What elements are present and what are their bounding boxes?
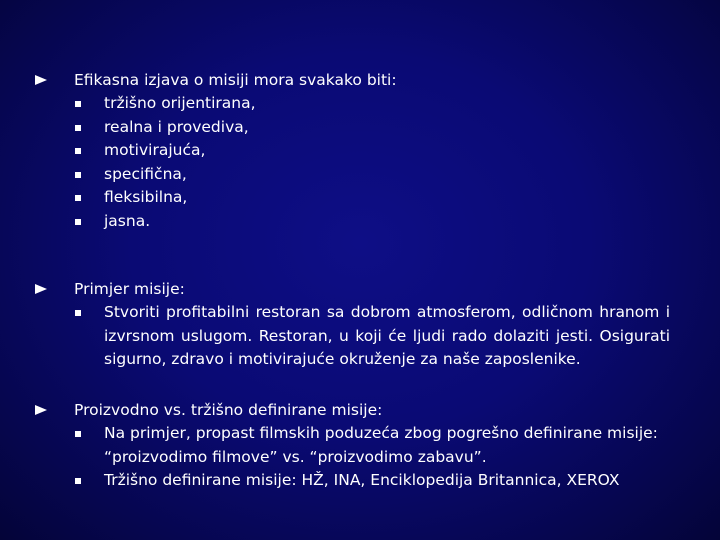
sub-bullet-item (0, 139, 670, 163)
sub-bullet-item (0, 163, 670, 187)
square-bullet-icon (74, 163, 84, 187)
sub-bullet-item (0, 210, 670, 234)
square-bullet-icon (74, 210, 84, 234)
main-bullet-line (0, 68, 720, 92)
sub-bullet-text: tržišno orijentirana, (104, 94, 256, 112)
sub-bullet-text: specifična, (104, 164, 187, 183)
main-bullet-line (0, 398, 720, 422)
square-bullet-icon (74, 422, 84, 446)
sub-bullet-text: motivirajuća, (104, 141, 206, 159)
sub-bullet-text: Na primjer, propast filmskih poduzeća zbog pogrešno definirane misije: “proizvodimo filmove” vs. “proizvodimo zabavu”. (104, 424, 658, 466)
sub-bullet-text: fleksibilna, (104, 188, 188, 206)
sub-bullet-item (0, 116, 670, 140)
square-bullet-icon (74, 92, 84, 116)
sub-bullet-text: Stvoriti profitabilni restoran sa dobrom atmosferom, odličnom hranom i izvrsnom uslugom. Restoran, u koji će ljudi rado dolaziti jesti. Osigurati sigurno, zdravo i motivirajuće okruženje za naše zaposlenike. (104, 303, 670, 368)
sub-bullet-item (0, 422, 670, 469)
sub-bullet-text: realna i provediva, (104, 117, 249, 136)
square-bullet-icon (74, 469, 84, 493)
main-bullet-text: Efikasna izjava o misiji mora svakako biti: (74, 71, 397, 89)
square-bullet-icon (74, 139, 84, 163)
main-bullet-text: Proizvodno vs. tržišno definirane misije: (74, 401, 383, 419)
right-triangle-icon (35, 68, 49, 92)
main-bullet-text: Primjer misije: (74, 280, 185, 298)
sub-bullet-text: jasna. (104, 211, 151, 230)
square-bullet-icon (74, 301, 84, 325)
sub-bullet-item (0, 92, 670, 116)
sub-bullet-item (0, 301, 670, 372)
section-product-vs-market (0, 398, 720, 493)
sub-bullet-text: Tržišno definirane misije: HŽ, INA, Enciklopedija Britannica, XEROX (104, 471, 620, 489)
right-triangle-icon (35, 277, 49, 301)
sub-bullet-item (0, 469, 670, 493)
main-bullet-line (0, 277, 720, 301)
sub-bullet-item (0, 186, 670, 210)
right-triangle-icon (35, 398, 49, 422)
section-mission-criteria (0, 68, 720, 233)
square-bullet-icon (74, 186, 84, 210)
square-bullet-icon (74, 116, 84, 140)
section-mission-example (0, 277, 720, 372)
